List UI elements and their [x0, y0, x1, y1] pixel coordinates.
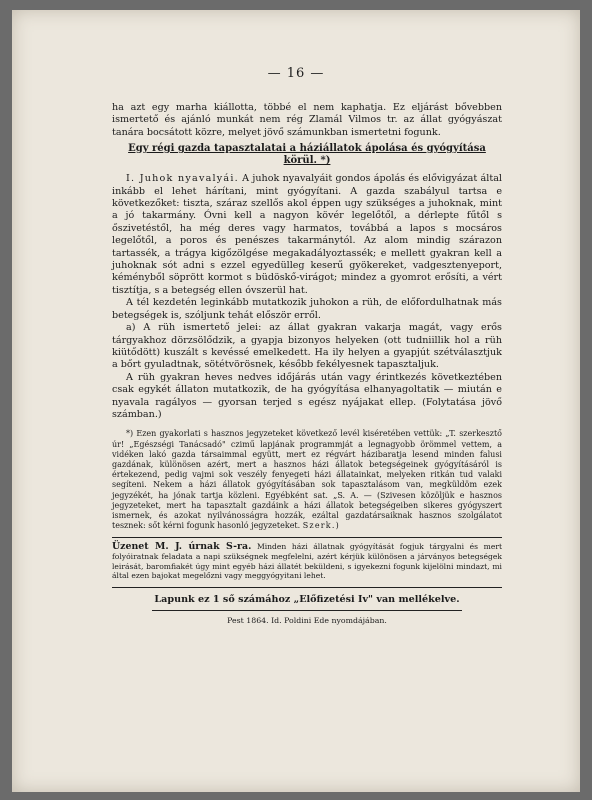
article-paragraph-3: a) A rüh ismertető jelei: az állat gyakran vakarja magát, vagy erős tárgyakhoz dörzsölődzik, a gyapja bizonyos helyeken (ott tudniillik hol a rüh kiütődött) kuszált s kevéssé emelkedett. Ha ily helyen a gyapjút szétválasztjuk a bőrt gyuladtnak, sötétvörösnek, később fekélyesnek tapasztaljuk.: [112, 322, 502, 371]
footnote-text: *) Ezen gyakorlati s hasznos jegyzeteket következő levél kiséretében vettük: „T. szerkesztő úr! „Egészségi Tanácsadó" czimű lapjának programmját a legnagyobb örömmel vettem, a vidéken lakó gazda társaimmal együtt, mert ez régvárt házibaratja lesend minden falusi gazdának, különösen azért, mert a hasznos házi állatok betegségeinek gyógyításáról is értekezend, pedig vajmi sok veszély fenyegeti házi állatainkat, melyeken ritkán tud valaki segíteni. Nekem a házi állatok gyógyításában sok tapasztalásom van, megküldöm ezek jegyzékét, ha jónak tartja közleni. Egyébként sat. „S. A. — (Szivesen közöljük e hasznos jegyzeteket, mert ha tapasztalt gazdáink a házi állatok betegségeiben sikeres gyógyszert ismernek, és azokat nyilvánosságra hozzák, ezáltal gazdatársaiknak hasznos szolgálatot tesznek: sőt kérni fogunk hasonló jegyzeteket.: [112, 429, 502, 531]
page-content: [112, 102, 502, 628]
intro-paragraph: ha azt egy marha kiállotta, többé el nem kaphatja. Ez eljárást bővebben ismertető és ajánló munkát nem rég Zlamál Vilmos tr. az állat gyógyászat tanára bocsátott közre, melyet jövő számunkban ismertetni fogunk.: [112, 102, 502, 138]
article-paragraph-1: [112, 173, 502, 297]
printer-imprint: Pest 1864. Id. Poldini Ede nyomdájában.: [227, 616, 387, 626]
divider-middle: [112, 587, 502, 588]
notice: [112, 542, 502, 580]
article-paragraph-2: A tél kezdetén leginkább mutatkozik juhokon a rüh, de előfordulhatnak más betegségek is, szóljunk tehát először erről.: [112, 297, 502, 321]
footnote: [112, 429, 502, 531]
supplement-notice: Lapunk ez 1 ső számához „Előfizetési Iv" van mellékelve.: [154, 593, 460, 605]
notice-text: Minden házi állatnak gyógyítását fogjuk tárgyalni és mert folyóiratnak feladata a napi szükségnek megfelelni, azért kérjük különösen a járványos betegségek leirását, baromfiakét úgy mint egyéb házi állatét beküldeni, s igyekezni fogunk kijelölni mindazt, mi által ezen bajokat megelőzni vagy meggyógyitani lehet.: [112, 542, 503, 581]
article-title: Egy régi gazda tapasztalatai a háziállatok ápolása és gyógyítása körül. *): [128, 143, 486, 167]
divider-bottom: [152, 610, 462, 611]
article-heading: [112, 143, 502, 167]
article-paragraph-4-text: A rüh gyakran heves nedves időjárás után vagy érintkezés következtében csak egykét állaton mutatkozik, de ha gyógyítása elhanyagoltatik — miután e nyavala ragályos — gyorsan terjed s egész nyájakat ellep.: [112, 371, 502, 408]
footnote-signature: Szerk.): [302, 521, 340, 531]
page-number: — 16 —: [267, 66, 325, 81]
article-paragraph-4: [112, 372, 502, 422]
section-label: I. Juhok nyavalyái.: [126, 173, 239, 185]
divider-top: [112, 537, 502, 538]
notice-title: Üzenet M. J. úrnak S-ra.: [112, 541, 252, 553]
article-paragraph-1-text: A juhok nyavalyáit gondos ápolás és elővigyázat által inkább el lehet hárítani, mint gyógyítani. A gazda szabályul tartsa e következőket: tiszta, száraz szellős akol éppen ugy szükséges a juhoknak, mint a jó takarmány. Óvni kell a nagyon kövér legelőtől, a dérlepte fűtől s őszivetéstől, ha még deres vagy harmatos, továbbá a lapos s mocsáros legelőtől, a poros és penészes takarmánytól. Az alom mindig szárazon tartassék, a trágya kigőzölgése megakadályoztassék; e mellett gyakran kell a juhoknak sót adni s ezzel egyedülleg keserű gyökereket, vadgesztenyeport, kéményből söprött kormot s büdöskő-virágot; mindez a gyomrot erősíti, a vért tisztítja, s a betegség ellen óvszerül hat.: [112, 173, 502, 296]
continuation-note: (Folytatása jövő számban.): [112, 396, 502, 420]
paper-sheet: [12, 10, 580, 792]
